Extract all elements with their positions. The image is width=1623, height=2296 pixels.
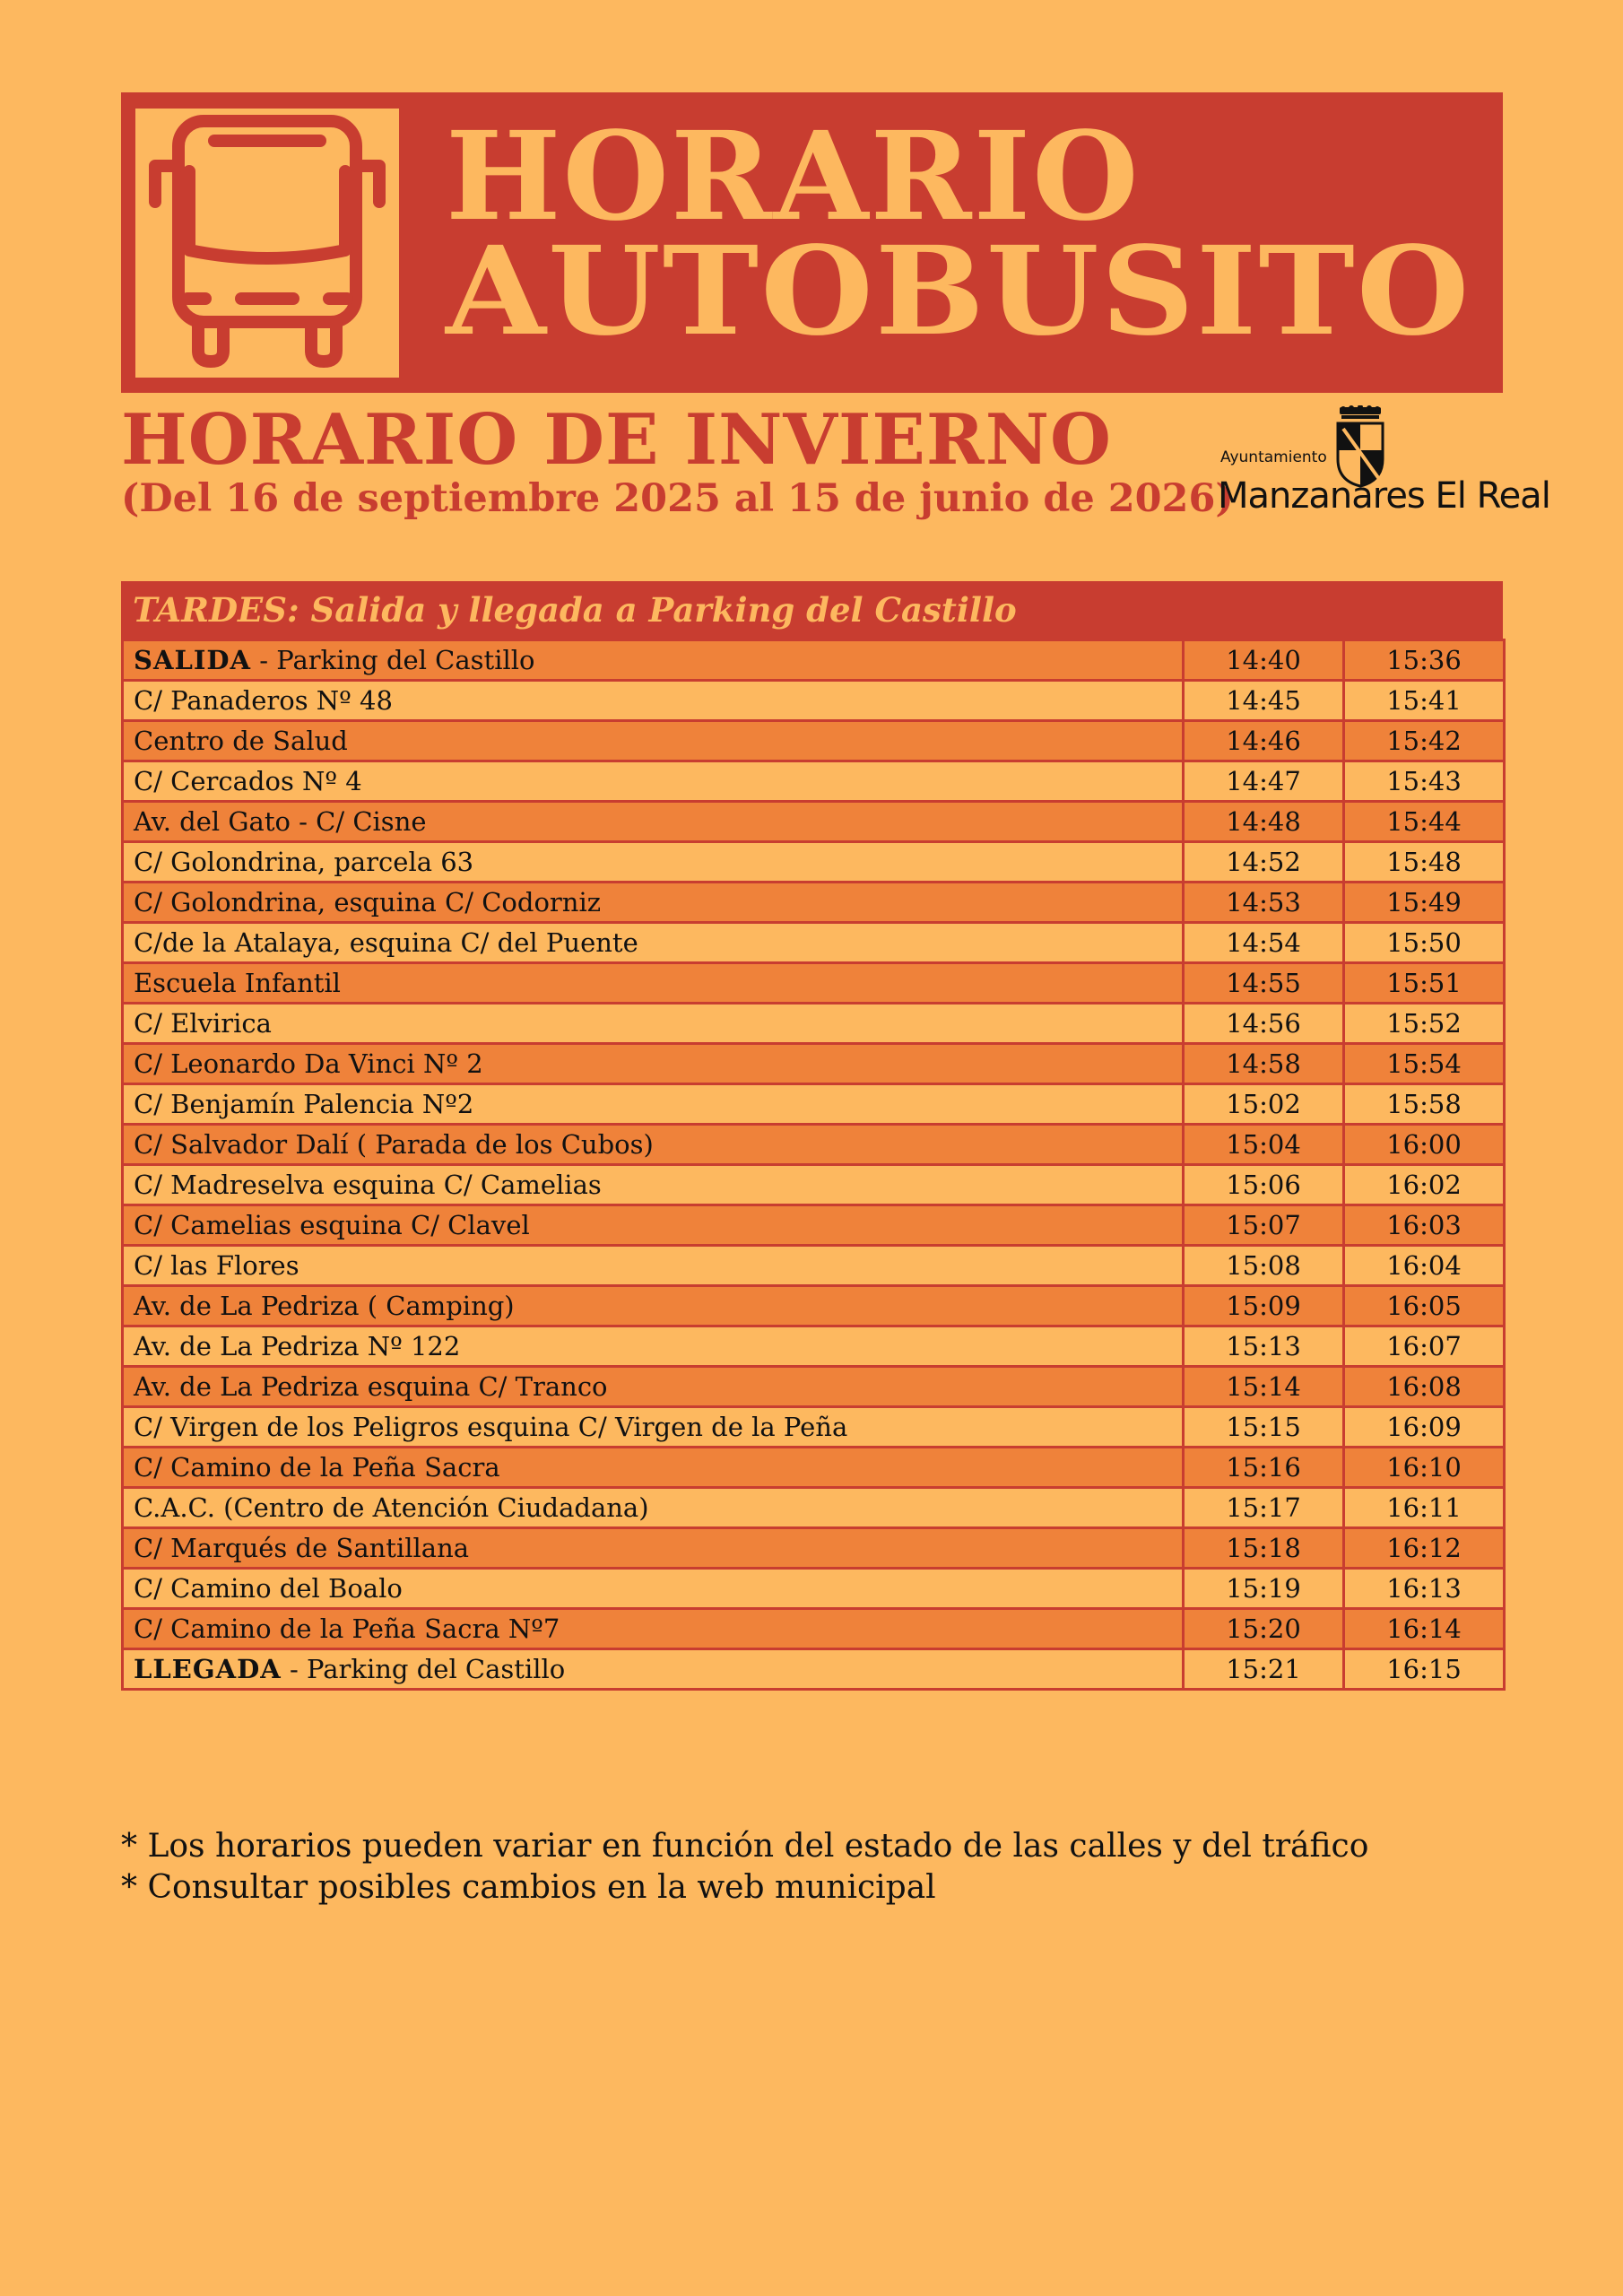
stop-cell <box>123 802 1184 842</box>
stop-cell <box>123 1326 1184 1367</box>
table-row <box>123 923 1505 963</box>
table-row <box>123 1649 1505 1690</box>
departure-time-1: 14:52 <box>1184 842 1344 883</box>
stop-name: C/ Marqués de Santillana <box>134 1533 470 1563</box>
departure-time-1: 14:53 <box>1184 883 1344 923</box>
departure-time-2: 15:43 <box>1344 761 1505 802</box>
departure-time-1: 15:15 <box>1184 1407 1344 1448</box>
stop-name: Av. del Gato - C/ Cisne <box>134 806 427 837</box>
stop-cell <box>123 883 1184 923</box>
season-dates: (Del 16 de septiembre 2025 al 15 de junio de 2026) <box>121 476 1234 521</box>
stop-cell <box>123 1609 1184 1649</box>
stop-cell <box>123 1205 1184 1246</box>
table-row <box>123 1407 1505 1448</box>
departure-time-2: 16:07 <box>1344 1326 1505 1367</box>
table-row <box>123 1569 1505 1609</box>
table-row <box>123 883 1505 923</box>
departure-time-2: 15:48 <box>1344 842 1505 883</box>
table-row <box>123 1165 1505 1205</box>
footnote: * Los horarios pueden variar en función del estado de las calles y del tráfico <box>121 1828 1369 1865</box>
table-row <box>123 1246 1505 1286</box>
departure-time-2: 16:12 <box>1344 1528 1505 1569</box>
departure-time-1: 15:02 <box>1184 1084 1344 1125</box>
departure-time-1: 15:21 <box>1184 1649 1344 1690</box>
stop-name: Escuela Infantil <box>134 968 341 998</box>
stop-cell <box>123 721 1184 761</box>
bus-icon <box>135 109 399 378</box>
departure-time-1: 14:40 <box>1184 640 1344 681</box>
title-line-2: AUTOBUSITO <box>446 220 1471 363</box>
stop-name: C.A.C. (Centro de Atención Ciudadana) <box>134 1492 649 1523</box>
departure-time-1: 15:18 <box>1184 1528 1344 1569</box>
stop-cell <box>123 923 1184 963</box>
departure-time-2: 15:44 <box>1344 802 1505 842</box>
departure-time-2: 16:09 <box>1344 1407 1505 1448</box>
departure-time-1: 14:58 <box>1184 1044 1344 1084</box>
departure-time-1: 15:06 <box>1184 1165 1344 1205</box>
schedule-grid <box>121 639 1506 1691</box>
departure-time-1: 15:19 <box>1184 1569 1344 1609</box>
departure-time-2: 15:50 <box>1344 923 1505 963</box>
footnote: * Consultar posibles cambios en la web municipal <box>121 1869 936 1906</box>
departure-time-2: 16:02 <box>1344 1165 1505 1205</box>
table-row <box>123 1448 1505 1488</box>
departure-time-2: 16:03 <box>1344 1205 1505 1246</box>
stop-cell <box>123 1569 1184 1609</box>
stop-cell <box>123 1367 1184 1407</box>
departure-time-2: 15:49 <box>1344 883 1505 923</box>
departure-time-1: 15:04 <box>1184 1125 1344 1165</box>
stop-name: Av. de La Pedriza ( Camping) <box>134 1291 515 1321</box>
stop-cell <box>123 1125 1184 1165</box>
departure-time-2: 16:11 <box>1344 1488 1505 1528</box>
table-row <box>123 1326 1505 1367</box>
season-title: HORARIO DE INVIERNO <box>121 399 1112 481</box>
stop-name: Av. de La Pedriza Nº 122 <box>134 1331 461 1361</box>
departure-time-2: 16:10 <box>1344 1448 1505 1488</box>
municipal-logo <box>1218 405 1550 522</box>
logo-label-small: Ayuntamiento <box>1220 448 1327 466</box>
table-row <box>123 1528 1505 1569</box>
departure-time-1: 14:46 <box>1184 721 1344 761</box>
departure-time-2: 15:51 <box>1344 963 1505 1004</box>
table-row <box>123 640 1505 681</box>
table-row <box>123 1125 1505 1165</box>
table-row <box>123 1004 1505 1044</box>
table-row <box>123 802 1505 842</box>
title-line-1: HORARIO <box>446 105 1141 248</box>
stop-name: C/ Camino de la Peña Sacra <box>134 1452 500 1483</box>
departure-time-2: 16:15 <box>1344 1649 1505 1690</box>
table-row <box>123 681 1505 721</box>
departure-time-2: 16:14 <box>1344 1609 1505 1649</box>
stop-cell <box>123 1044 1184 1084</box>
departure-time-1: 15:09 <box>1184 1286 1344 1326</box>
table-row <box>123 761 1505 802</box>
departure-time-2: 15:41 <box>1344 681 1505 721</box>
stop-name: C/ Panaderos Nº 48 <box>134 685 393 716</box>
stop-cell <box>123 842 1184 883</box>
table-row <box>123 1609 1505 1649</box>
table-row <box>123 1044 1505 1084</box>
stop-cell <box>123 681 1184 721</box>
stop-name: - Parking del Castillo <box>281 1654 566 1684</box>
table-row <box>123 1205 1505 1246</box>
departure-time-1: 14:55 <box>1184 963 1344 1004</box>
departure-time-1: 15:08 <box>1184 1246 1344 1286</box>
departure-time-1: 14:48 <box>1184 802 1344 842</box>
stop-name: C/ Golondrina, esquina C/ Codorniz <box>134 887 602 918</box>
stop-name: C/ Madreselva esquina C/ Camelias <box>134 1170 602 1200</box>
table-heading: TARDES: Salida y llegada a Parking del Castillo <box>121 581 1503 639</box>
page-title <box>446 105 1495 363</box>
departure-time-2: 16:04 <box>1344 1246 1505 1286</box>
departure-time-1: 15:14 <box>1184 1367 1344 1407</box>
departure-time-2: 15:54 <box>1344 1044 1505 1084</box>
stop-cell <box>123 1004 1184 1044</box>
stop-cell <box>123 1084 1184 1125</box>
stop-cell <box>123 1165 1184 1205</box>
departure-time-1: 15:16 <box>1184 1448 1344 1488</box>
stop-name: C/ Elvirica <box>134 1008 272 1039</box>
departure-time-2: 16:05 <box>1344 1286 1505 1326</box>
stop-name: Av. de La Pedriza esquina C/ Tranco <box>134 1371 608 1402</box>
departure-time-2: 16:13 <box>1344 1569 1505 1609</box>
stop-cell <box>123 1286 1184 1326</box>
departure-time-1: 15:20 <box>1184 1609 1344 1649</box>
stop-cell <box>123 963 1184 1004</box>
departure-time-1: 14:54 <box>1184 923 1344 963</box>
stop-cell <box>123 1528 1184 1569</box>
departure-time-2: 15:52 <box>1344 1004 1505 1044</box>
departure-time-1: 14:47 <box>1184 761 1344 802</box>
stop-name: C/ Leonardo Da Vinci Nº 2 <box>134 1048 483 1079</box>
stop-name: C/de la Atalaya, esquina C/ del Puente <box>134 927 638 958</box>
stop-name: C/ Camino del Boalo <box>134 1573 403 1604</box>
schedule-table <box>121 581 1503 1691</box>
table-row <box>123 721 1505 761</box>
stop-cell <box>123 1246 1184 1286</box>
stop-name: C/ las Flores <box>134 1250 299 1281</box>
departure-time-1: 15:13 <box>1184 1326 1344 1367</box>
table-row <box>123 963 1505 1004</box>
departure-time-2: 15:42 <box>1344 721 1505 761</box>
stop-cell <box>123 1488 1184 1528</box>
stop-name: C/ Camelias esquina C/ Clavel <box>134 1210 530 1240</box>
stop-name: C/ Cercados Nº 4 <box>134 766 362 796</box>
departure-time-1: 15:07 <box>1184 1205 1344 1246</box>
table-row <box>123 1367 1505 1407</box>
stop-name: C/ Benjamín Palencia Nº2 <box>134 1089 474 1119</box>
departure-time-1: 15:17 <box>1184 1488 1344 1528</box>
stop-name: C/ Camino de la Peña Sacra Nº7 <box>134 1613 560 1644</box>
stop-cell <box>123 1407 1184 1448</box>
departure-time-1: 14:45 <box>1184 681 1344 721</box>
stop-name: C/ Virgen de los Peligros esquina C/ Virgen de la Peña <box>134 1412 848 1442</box>
stop-cell <box>123 1448 1184 1488</box>
stop-cell <box>123 1649 1184 1690</box>
table-row <box>123 1084 1505 1125</box>
departure-time-1: 14:56 <box>1184 1004 1344 1044</box>
table-row <box>123 842 1505 883</box>
footnotes <box>121 1826 1368 1909</box>
table-row <box>123 1488 1505 1528</box>
title-banner <box>121 92 1503 393</box>
stop-name: C/ Golondrina, parcela 63 <box>134 847 474 877</box>
table-row <box>123 1286 1505 1326</box>
departure-time-2: 15:58 <box>1344 1084 1505 1125</box>
stop-key: SALIDA <box>134 645 252 675</box>
stop-name: C/ Salvador Dalí ( Parada de los Cubos) <box>134 1129 654 1160</box>
departure-time-2: 16:08 <box>1344 1367 1505 1407</box>
stop-key: LLEGADA <box>134 1654 282 1684</box>
stop-name: Centro de Salud <box>134 726 348 756</box>
stop-name: - Parking del Castillo <box>251 645 535 675</box>
stop-cell <box>123 640 1184 681</box>
logo-label-big: Manzanares El Real <box>1218 475 1550 517</box>
departure-time-2: 16:00 <box>1344 1125 1505 1165</box>
departure-time-2: 15:36 <box>1344 640 1505 681</box>
stop-cell <box>123 761 1184 802</box>
